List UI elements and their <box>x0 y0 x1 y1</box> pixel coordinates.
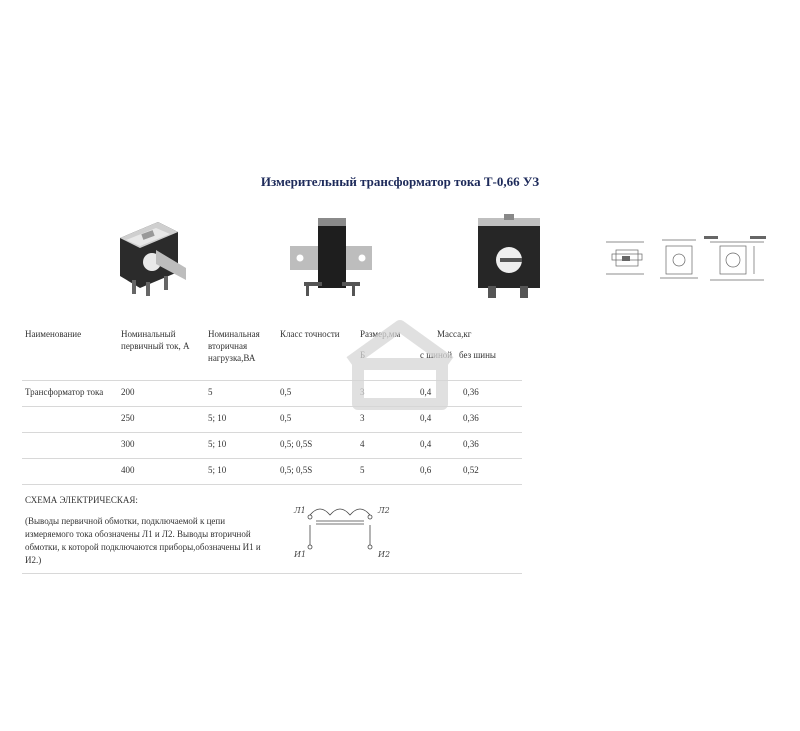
transformer-photo-front <box>474 214 544 300</box>
page-title: Измерительный трансформатор тока Т-0,66 УЗ <box>260 174 540 189</box>
cell-current: 400 <box>121 465 135 475</box>
dimension-drawings <box>604 232 774 282</box>
transformer-photo-angled <box>112 210 192 302</box>
cell-mass-with: 0,4 <box>420 413 432 423</box>
cell-accuracy: 0,5 <box>280 413 292 423</box>
cell-size: 3 <box>360 413 365 423</box>
cell-name: Трансформатор тока <box>25 387 104 397</box>
cell-mass-without: 0,36 <box>463 413 479 423</box>
table-row <box>22 432 522 459</box>
table-row <box>22 458 522 485</box>
cell-mass-without: 0,36 <box>463 439 479 449</box>
cell-load: 5; 10 <box>208 439 227 449</box>
label-l2: Л2 <box>378 506 390 515</box>
label-i2: И2 <box>378 550 391 559</box>
schema-title: СХЕМА ЭЛЕКТРИЧЕСКАЯ: <box>25 495 138 505</box>
header-mass-without-bus: без шины <box>459 350 496 360</box>
label-i1: И1 <box>294 550 307 559</box>
cell-mass-with: 0,4 <box>420 439 432 449</box>
cell-accuracy: 0,5; 0,5S <box>280 465 313 475</box>
cell-mass-with: 0,6 <box>420 465 432 475</box>
cell-mass-without: 0,52 <box>463 465 479 475</box>
label-l1: Л1 <box>294 506 306 515</box>
header-size: Размер,мм <box>360 329 401 339</box>
transformer-photo-side <box>288 214 374 300</box>
cell-size: 3 <box>360 387 365 397</box>
cell-mass-without: 0,36 <box>463 387 479 397</box>
electrical-schema <box>22 484 522 574</box>
header-accuracy: Класс точности <box>280 329 340 339</box>
header-primary-current: Номинальный первичный ток, А <box>121 329 190 351</box>
cell-load: 5; 10 <box>208 413 227 423</box>
cell-size: 4 <box>360 439 365 449</box>
header-mass: Масса,кг <box>437 329 472 339</box>
cell-accuracy: 0,5; 0,5S <box>280 439 313 449</box>
cell-current: 250 <box>121 413 135 423</box>
cell-current: 200 <box>121 387 135 397</box>
cell-load: 5; 10 <box>208 465 227 475</box>
cell-current: 300 <box>121 439 135 449</box>
header-secondary-load: Номинальная вторичная нагрузка,ВА <box>208 329 260 363</box>
header-mass-with-bus: с шиной <box>420 350 453 360</box>
header-name: Наименование <box>25 329 82 339</box>
header-size-sub: Б <box>360 350 366 360</box>
watermark-house-icon <box>342 316 458 412</box>
cell-size: 5 <box>360 465 365 475</box>
cell-accuracy: 0,5 <box>280 387 292 397</box>
cell-mass-with: 0,4 <box>420 387 432 397</box>
cell-load: 5 <box>208 387 213 397</box>
schema-description: (Выводы первичной обмотки, подключаемой к цепи измеряемого тока обозначены Л1 и Л2. Выводы вторичной обмотки, к которой подключаются приборы,обозначены И1 и И2.) <box>25 516 261 565</box>
winding-diagram <box>292 501 402 561</box>
